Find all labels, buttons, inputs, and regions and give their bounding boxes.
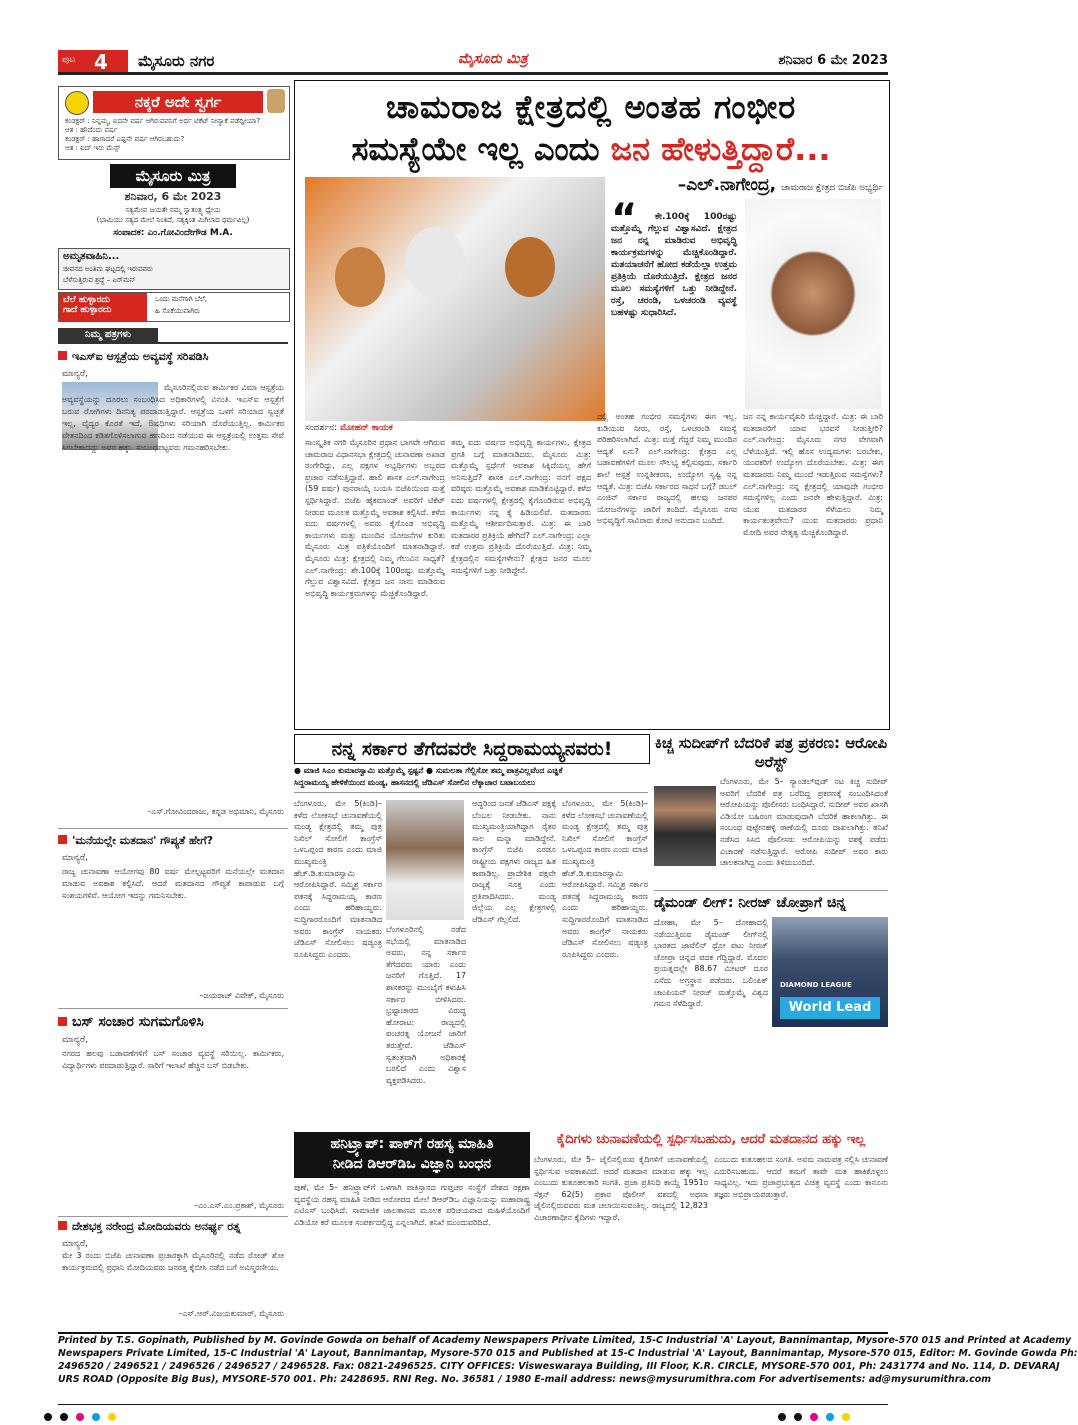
lead-column-1: ಸಾಂಸ್ಕೃತಿಕ ನಗರಿ ಮೈಸೂರಿನ ಪ್ರಧಾನ ಭಾಗವೇ ಆಗಿರುವ ಚಾಮರಾಜ ವಿಧಾನಸಭಾ ಕ್ಷೇತ್ರದಲ್ಲಿ ಚುನಾವಣಾ ಅಖಾಡ ರಂಗೇರಿದ್ದು, ಎಲ್ಲ ಪಕ್ಷಗಳ ಅಭ್ಯರ್ಥಿಗಳು ಅಬ್ಬರದ ಪ್ರಚಾರ ನಡೆಸುತ್ತಿದ್ದಾರೆ. ಹಾಲಿ ಶಾಸಕ ಎಲ್.ನಾಗೇಂದ್ರ (59 ವರ್ಷ) ಪುನರಾಯ್ಕೆ ಬಯಸಿ ಬಿಜೆಪಿಯಿಂದ ಮತ್ತೆ ಸ್ಪರ್ಧಿಸಿದ್ದಾರೆ. ಬಿಜೆಪಿ ಹೈಕಮಾಂಡ್ ಅವರಿಗೆ ಟಿಕೆಟ್ ನೀಡುವ ಮೂಲಕ ಮತ್ತೊಮ್ಮೆ ಅವಕಾಶ ಕಲ್ಪಿಸಿದೆ. ಕಳೆದ ಐದು ವರ್ಷಗಳಲ್ಲಿ ಅವರು ಕೈಗೊಂಡ ಅಭಿವೃದ್ಧಿ ಕಾರ್ಯಗಳು ಮತ್ತು ಮುಂದಿನ ಯೋಜನೆಗಳ ಕುರಿತು ಮೈಸೂರು ಮಿತ್ರ ಪತ್ರಿಕೆಯೊಂದಿಗೆ ಮಾತನಾಡಿದ್ದಾರೆ. ಮೈಸೂರು ಮಿತ್ರ: ಕ್ಷೇತ್ರದಲ್ಲಿ ನಿಮ್ಮ ಗೆಲುವಿನ ಸಾಧ್ಯತೆ? ಎಲ್.ನಾಗೇಂದ್ರ: ಶೇ.100ಕ್ಕೆ 100ರಷ್ಟು ಮತ್ತೊಮ್ಮೆ ಗೆಲ್ಲುವ ವಿಶ್ವಾಸವಿದೆ. ಕ್ಷೇತ್ರದ ಜನ ನಾನು ಮಾಡಿರುವ ಅಭಿವೃದ್ಧಿ ಕಾರ್ಯಕ್ರಮಗಳನ್ನು ಮೆಚ್ಚಿಕೊಂಡಿದ್ದಾರೆ. xyxy=(305,438,445,598)
prisoners-story xyxy=(534,1132,888,1320)
letter-signature: –ಎಂ.ಎಸ್.ಎಂ.ಪ್ರಕಾಶ್, ಮೈಸೂರು xyxy=(194,1201,284,1210)
amrutavahini-text: ಬೆಳೆಸುತ್ತಿರುವ ಶ್ರದ್ಧೆ – ಏರ್‌ಮನ್ xyxy=(63,276,136,284)
neeraj-photo xyxy=(772,917,888,1027)
black-dot-icon xyxy=(60,1413,68,1421)
section-name: ಮೈಸೂರು ನಗರ xyxy=(138,52,215,70)
letter-signature: –ಎಸ್.ಆರ್.ವಿಜಯಕುಮಾರ್, ಮೈಸೂರು xyxy=(178,1309,284,1318)
hdk-headline: ನನ್ನ ಸರ್ಕಾರ ತೆಗೆದವರೇ ಸಿದ್ದರಾಮಯ್ಯನವರು! xyxy=(294,734,650,764)
lead-column-3: ದಲ್ಲಿ ಅಂತಹ ಗಂಭೀರ ಸಮಸ್ಯೆಗಳು ಈಗ ಇಲ್ಲ. ಕುಡಿಯುವ ನೀರು, ರಸ್ತೆ, ಒಳಚರಂಡಿ ಸಮಸ್ಯೆ ಪರಿಹರಿಸಲಾಗಿದೆ. ಮಿತ್ರ: ಮತ್ತೆ ಗೆದ್ದರೆ ನಿಮ್ಮ ಮುಂದಿನ ಆದ್ಯತೆ ಏನು? ಎಲ್.ನಾಗೇಂದ್ರ: ಕ್ಷೇತ್ರದ ಎಲ್ಲ ಬಡಾವಣೆಗಳಿಗೆ ಮೂಲ ಸೌಲಭ್ಯ ಕಲ್ಪಿಸುವುದು, ಸರ್ಕಾರಿ ಶಾಲೆ ಆಸ್ಪತ್ರೆ ಉನ್ನತೀಕರಣ, ಉದ್ಯೋಗ ಸೃಷ್ಟಿ ನನ್ನ ಆದ್ಯತೆ. ಮಿತ್ರ: ಬಿಜೆಪಿ ಸರ್ಕಾರದ ಸಾಧನೆ ಬಗ್ಗೆ? ಡಬಲ್ ಎಂಜಿನ್ ಸರ್ಕಾರ ರಾಜ್ಯದಲ್ಲಿ ಹಲವು ಜನಪರ ಯೋಜನೆಗಳನ್ನು ಜಾರಿಗೆ ತಂದಿದೆ. ಮೈಸೂರು ನಗರ ಅಭಿವೃದ್ಧಿಗೆ ಸಾವಿರಾರು ಕೋಟಿ ಅನುದಾನ ಬಂದಿದೆ. xyxy=(597,412,737,526)
page-number: 4 xyxy=(94,50,108,74)
square-bullet-icon xyxy=(58,351,67,360)
world-lead-banner: World Lead xyxy=(780,997,880,1019)
page-label: ಪುಟ xyxy=(62,55,76,65)
proverb-left-1: ಬೆಲೆ ಹುಳ್ಳಾರದು xyxy=(63,295,110,305)
joke-line: ಆತ : ಐದ್ ಇರು ಮೆನ್ಸ್ xyxy=(65,144,121,152)
hdk-column-4: ಬೆಂಗಳೂರು, ಮೇ 5(ಕಿಂಡಿ)– ಕಳೆದ ಲೋಕಸಭೆ ಚುನಾವಣೆಯಲ್ಲಿ ಮಂಡ್ಯ ಕ್ಷೇತ್ರದಲ್ಲಿ ತಮ್ಮ ಪುತ್ರ ನಿಖಿಲ್ ಸೋಲಿಗೆ ಕಾಂಗ್ರೆಸ್ ಒಳಒಪ್ಪಂದ ಕಾರಣ ಎಂದು ಮಾಜಿ ಮುಖ್ಯಮಂತ್ರಿ ಹೆಚ್.ಡಿ.ಕುಮಾರಸ್ವಾಮಿ ಆರೋಪಿಸಿದ್ದಾರೆ. ಸಮ್ಮಿಶ್ರ ಸರ್ಕಾರ ಪತನಕ್ಕೆ ಸಿದ್ದರಾಮಯ್ಯ ಕಾರಣ ಎಂದು ಹರಿಹಾಯ್ದರು. ಸುದ್ದಿಗಾರರೊಂದಿಗೆ ಮಾತನಾಡಿದ ಅವರು ಕಾಂಗ್ರೆಸ್ ನಾಯಕರು ಜೆಡಿಎಸ್ ಸೋಲಿಸಲು ಷಡ್ಯಂತ್ರ ರೂಪಿಸಿದ್ದರು ಎಂದರು. xyxy=(562,799,648,959)
neeraj-headline: ಡೈಮಂಡ್ ಲೀಗ್: ನೀರಜ್ ಚೋಪ್ರಾಗೆ ಚಿನ್ನ xyxy=(654,895,847,911)
masthead-date: ಶನಿವಾರ, 6 ಮೇ 2023 xyxy=(124,190,222,203)
imprint-line: Newspapers Private Limited, 15-C Industrial 'A' Layout, Bannimantap, Mysore-570 015 and Published at 15-C Industrial 'A' Layout, Bannimantap, Mysore-570 015, Editor: M. Govinde Gowda Ph: xyxy=(58,1348,1078,1359)
magenta-dot-icon xyxy=(810,1413,818,1421)
masthead-sub: (ಭಾಮಿಯು ಸತ್ಯದ ಮೇಲೆ ನಿಂತಿದೆ, ಸತ್ಯಕ್ಕಿಂತ ಮಿಗಿಲಾದ ಧರ್ಮವಿಲ್ಲ) xyxy=(96,216,250,224)
lead-headline-2: ಸಮಸ್ಯೆಯೇ ಇಲ್ಲ ಎಂದು ಜನ ಹೇಳುತ್ತಿದ್ದಾರೆ... xyxy=(351,130,831,168)
black-dot-icon xyxy=(44,1413,52,1421)
yellow-dot-icon xyxy=(842,1413,850,1421)
black-dot-icon xyxy=(794,1413,802,1421)
page-number-box xyxy=(58,50,128,72)
modi-rally-photo xyxy=(305,177,605,421)
letter-signature: –ಎಸ್.ಗೋವಿಂದರಾಜು, ಕನ್ನಡ ಅಭಿಮಾನಿ, ಮೈಸೂರು xyxy=(147,807,284,816)
imprint-line: Printed by T.S. Gopinath, Published by M. Govinde Gowda on behalf of Academy Newspapers Private Limited, 15-C Industrial 'A' Layout, Bannimantap, Mysore-570 015 and Printed at Academy xyxy=(58,1335,1072,1346)
masthead-motto: ಸತ್ಯಮೇವ ಜಯತೇ ನಮ್ಮ ಸ್ವಾತಂತ್ರ್ಯ ಧ್ಯೇಯ xyxy=(125,206,221,214)
registration-marks-right xyxy=(774,1406,854,1425)
square-bullet-icon xyxy=(58,835,67,844)
prisoners-column-2: ಎಂಬುದು ಕುತೂಹಲದ ಸಂಗತಿ. ಅವರು ನಾಮಪತ್ರ ಸಲ್ಲಿಸಿ ಚುನಾವಣೆ ಎದುರಿಸಬಹುದು. ಆದರೆ ತಮಗೆ ತಾವೇ ಮತ ಹಾಕಿಕೊಳ್ಳಲು ಸಾಧ್ಯವಿಲ್ಲ. ಇದು ಪ್ರಜಾಪ್ರಭುತ್ವದ ವಿಚಿತ್ರ ವ್ಯವಸ್ಥೆ ಎಂದು ಕಾನೂನು ತಜ್ಞರು ಅಭಿಪ್ರಾಯಪಡುತ್ತಾರೆ. xyxy=(714,1155,888,1199)
square-bullet-icon xyxy=(58,1221,67,1230)
diamond-league-text: DIAMOND LEAGUE xyxy=(780,981,852,989)
masthead-editor: ಸಂಪಾದಕ: ಎಂ.ಗೋವಿಂದೇಗೌಡ M.A. xyxy=(113,228,233,238)
lead-column-4: ಜನ ನನ್ನ ಕಾರ್ಯವೈಖರಿ ಮೆಚ್ಚಿದ್ದಾರೆ. ಮಿತ್ರ: ಈ ಬಾರಿ ಮತದಾರರಿಗೆ ಯಾವ ಭರವಸೆ ನೀಡುತ್ತೀರಿ? ಎಲ್.ನಾಗೇಂದ್ರ: ಮೈಸೂರು ನಗರ ವೇಗವಾಗಿ ಬೆಳೆಯುತ್ತಿದೆ. ಇಲ್ಲಿ ಹೊಸ ಉದ್ಯಮಗಳು ಬರಬೇಕು, ಯುವಕರಿಗೆ ಉದ್ಯೋಗ ದೊರೆಯಬೇಕು. ಮಿತ್ರ: ಈಗ ಮತದಾರರು ನಿಮ್ಮ ಮುಂದೆ ಇಡುತ್ತಿರುವ ಸಮಸ್ಯೆಗಳು? ಎಲ್.ನಾಗೇಂದ್ರ: ನನ್ನ ಕ್ಷೇತ್ರದಲ್ಲಿ ಯಾವುದೇ ಗಂಭೀರ ಸಮಸ್ಯೆಗಳಿಲ್ಲ ಎಂದು ಜನರೇ ಹೇಳುತ್ತಿದ್ದಾರೆ. ಮಿತ್ರ: ಯುವ ಮತದಾರರ ಸೆಳೆಯಲು ನಿಮ್ಮ ಕಾರ್ಯತಂತ್ರವೇನು? ಯುವ ಮತದಾರರು ಪ್ರಧಾನಿ ಮೋದಿ ಅವರ ನೇತೃತ್ವ ಮೆಚ್ಚಿಕೊಂಡಿದ್ದಾರೆ. xyxy=(743,412,883,537)
kumaraswamy-photo xyxy=(386,800,464,920)
honeytrap-body: ಪುಣೆ, ಮೇ 5– ಹನಿಟ್ರ್ಯಾಪ್‌ಗೆ ಒಳಗಾಗಿ ಪಾಕಿಸ್ತಾನದ ಗುಪ್ತಚರ ಸಂಸ್ಥೆಗೆ ದೇಶದ ರಕ್ಷಣಾ ವ್ಯವಸ್ಥೆಯ ರಹಸ್ಯ ಮಾಹಿತಿ ನೀಡಿದ ಆರೋಪದ ಮೇಲೆ ಡಿಆರ್‌ಡಿಒ ವಿಜ್ಞಾನಿಯನ್ನು ಮಹಾರಾಷ್ಟ್ರ ಎಟಿಎಸ್ ಬಂಧಿಸಿದೆ. ಸಾಮಾಜಿಕ ಜಾಲತಾಣದ ಮೂಲಕ ಪರಿಚಯವಾದ ಮಹಿಳೆಯೊಂದಿಗೆ ವಿಡಿಯೋ ಕರೆ ಮೂಲಕ ಸಂಪರ್ಕದಲ್ಲಿದ್ದ ಎನ್ನಲಾಗಿದೆ. ತನಿಖೆ ಮುಂದುವರಿದಿದೆ. xyxy=(294,1183,530,1227)
nagendra-portrait-photo xyxy=(745,199,881,409)
lead-story xyxy=(294,80,890,730)
yellow-dot-icon xyxy=(108,1413,116,1421)
letters-section xyxy=(58,328,288,1322)
joke-line: ಕಂಡಕ್ಟರ್ : ಹಾಗಾದರೆ ಎಷ್ಟನೇ ವರ್ಷ ಆಗಿರಬಹುದು? xyxy=(65,135,185,143)
prisoners-headline: ಕೈದಿಗಳು ಚುನಾವಣೆಯಲ್ಲಿ ಸ್ಪರ್ಧಿಸಬಹುದು, ಆದರೆ ಮತದಾನದ ಹಕ್ಕು ಇಲ್ಲ xyxy=(556,1132,866,1147)
nakkare-title: ನಕ್ಕರೆ ಅದೇ ಸ್ವರ್ಗ xyxy=(93,91,263,113)
masthead-name: ಮೈಸೂರು ಮಿತ್ರ xyxy=(110,164,236,188)
lead-quote: ಕೇ.100ಕ್ಕೆ 100ರಷ್ಟು ಮತ್ತೊಮ್ಮೆ ಗೆಲ್ಲುವ ವಿಶ್ವಾಸವಿದೆ. ಕ್ಷೇತ್ರದ ಜನ ನನ್ನ ಮಾಡಿರುವ ಅಭಿವೃದ್ಧಿ ಕಾರ್ಯಕ್ರಮಗಳನ್ನು ಮೆಚ್ಚಿಕೊಂಡಿದ್ದಾರೆ. ಮತಯಾಚನೆಗೆ ಹೋದ ಕಡೆಯೆಲ್ಲಾ ಉತ್ತಮ ಪ್ರತಿಕ್ರಿಯೆ ದೊರೆಯುತ್ತಿದೆ. ಕ್ಷೇತ್ರದ ಜನರ ಮೂಲ ಸಮಸ್ಯೆಗಳಿಗೆ ಒತ್ತು ನೀಡಿದ್ದೇನೆ. ರಸ್ತೆ, ಚರಂಡಿ, ಒಳಚರಂಡಿ ವ್ಯವಸ್ಥೆ ಬಹಳಷ್ಟು ಸುಧಾರಿಸಿದೆ. xyxy=(611,212,737,318)
honeytrap-headline: ಹನಿಟ್ರ್ಯಾಪ್: ಪಾಕ್‌ಗೆ ರಹಸ್ಯ ಮಾಹಿತಿ ನೀಡಿದ ಡಿಆರ್‌ಡಿಒ ವಿಜ್ಞಾನಿ ಬಂಧನ xyxy=(294,1132,530,1178)
cyan-dot-icon xyxy=(92,1413,100,1421)
neeraj-body: ದೋಹಾ, ಮೇ 5– ದೋಹಾದಲ್ಲಿ ನಡೆಯುತ್ತಿರುವ ಡೈಮಂಡ್ ಲೀಗ್‌ನಲ್ಲಿ ಭಾರತದ ಜಾವೆಲಿನ್ ಥ್ರೋ ಪಟು ನೀರಜ್ ಚೋಪ್ರಾ ಚಿನ್ನದ ಪದಕ ಗೆದ್ದಿದ್ದಾರೆ. ಮೊದಲ ಪ್ರಯತ್ನದಲ್ಲೇ 88.67 ಮೀಟರ್ ದೂರ ಎಸೆದು ಅಗ್ರಸ್ಥಾನ ಪಡೆದರು. ಒಲಿಂಪಿಕ್ ಚಾಂಪಿಯನ್ ನೀರಜ್ ಮತ್ತೊಮ್ಮೆ ವಿಶ್ವದ ಗಮನ ಸೆಳೆದಿದ್ದಾರೆ. xyxy=(654,918,768,1009)
square-bullet-icon xyxy=(58,1017,67,1026)
laughing-face-icon xyxy=(65,91,89,115)
amrutavahini-text: ಜೀವನದ ಅಂತಿಮ ಘಟ್ಟದಲ್ಲಿ ಇರುವವರು xyxy=(63,265,153,273)
letter-salute: ಮಾನ್ಯರೆ, xyxy=(62,1239,88,1249)
letter-signature: –ಜಯರಾಜ್ ವಿವೇಕ್, ಮೈಸೂರು xyxy=(199,991,284,1000)
letter-title: ದೇಶಭಕ್ತ ನರೇಂದ್ರ ಮೋದಿಯವರು ಅನರ್ಘ್ಯ ರತ್ನ xyxy=(58,1220,288,1234)
proverb-left-2: ಗಾದೆ ಹುಳ್ಳಾರದು xyxy=(63,305,112,315)
proverb-right-1: ಒಂದು ಮನೆಗಾಗಿ ಬೆಲೆ, xyxy=(155,295,208,303)
letter-title: ಬಸ್ ಸಂಚಾರ ಸುಗಮಗೊಳಿಸಿ xyxy=(58,1014,288,1030)
letter-title: 'ಮನೆಯಲ್ಲೇ ಮತದಾನ' ಗೌಪ್ಯತೆ ಹೇಗೆ? xyxy=(58,834,288,848)
prisoners-column-1: ಬೆಂಗಳೂರು, ಮೇ 5– ಜೈಲಿನಲ್ಲಿರುವ ಕೈದಿಗಳಿಗೆ ಚುನಾವಣೆಯಲ್ಲಿ ಸ್ಪರ್ಧಿಸುವ ಅವಕಾಶವಿದೆ. ಆದರೆ ಮತದಾನ ಮಾಡುವ ಹಕ್ಕು ಇಲ್ಲ ಎಂಬುದು ಕುತೂಹಲಕಾರಿ ಸಂಗತಿ. ಪ್ರಜಾ ಪ್ರತಿನಿಧಿ ಕಾಯ್ದೆ 1951ರ ಸೆಕ್ಷನ್ 62(5) ಪ್ರಕಾರ ಪೊಲೀಸ್ ವಶದಲ್ಲಿ ಅಥವಾ ಜೈಲಿನಲ್ಲಿರುವವರು ಮತ ಚಲಾಯಿಸುವಂತಿಲ್ಲ. ರಾಜ್ಯದಲ್ಲಿ 12,823 ವಿಚಾರಣಾಧೀನ ಕೈದಿಗಳು ಇದ್ದಾರೆ. xyxy=(534,1155,708,1222)
masthead-box xyxy=(58,162,288,244)
joke-line: ಕಂಡಕ್ಟರ್ : ನಿನ್ನಮ್ಮ, ಐದನೇ ವರ್ಷ ಆಗಿರುವವನಿಗೆ ಅರ್ಧ ಟಿಕೆಟ್ ನೀನ್ಯಾಕೆ ಪಡೆದ್ದೀಯಾ? xyxy=(65,117,261,125)
hdk-subhead-2: ಸಿದ್ದರಾಮಯ್ಯ ಹೇಳಿಕೆಯಿಂದ ಮಂಡ್ಯ, ಹಾಸನದಲ್ಲಿ ಜೆಡಿಎಸ್ ಸೋಲಿನ ಲೆಕ್ಕಾಚಾರ ಬಟಾಬಯಲು xyxy=(294,778,536,787)
proverb-right-2: ಹಿ ಸೊಕೆಯುವಾಗಿರು xyxy=(155,307,201,315)
amrutavahini-title: ಅಮೃತವಾಹಿನಿ... xyxy=(63,251,120,262)
sudeep-headline: ಕಿಚ್ಚ ಸುದೀಪ್‌ಗೆ ಬೆದರಿಕೆ ಪತ್ರ ಪ್ರಕರಣ: ಆರೋಪಿ ಅರೆಸ್ಟ್ xyxy=(654,734,888,771)
cyan-dot-icon xyxy=(826,1413,834,1421)
sudeep-body: ಬೆಂಗಳೂರು, ಮೇ 5– ಸ್ಯಾಂಡಲ್‌ವುಡ್ ನಟ ಕಿಚ್ಚ ಸುದೀಪ್ ಅವರಿಗೆ ಬೆದರಿಕೆ ಪತ್ರ ಬರೆದಿದ್ದ ಪ್ರಕರಣಕ್ಕೆ ಸಂಬಂಧಿಸಿದಂತೆ ಆರೋಪಿಯನ್ನು ಪೊಲೀಸರು ಬಂಧಿಸಿದ್ದಾರೆ. ಸುದೀಪ್ ಅವರ ಖಾಸಗಿ ವಿಡಿಯೋ ಬಹಿರಂಗ ಮಾಡುವುದಾಗಿ ಬೆದರಿಕೆ ಹಾಕಲಾಗಿತ್ತು. ಈ ಸಂಬಂಧ ಪುಟ್ಟೇನಹಳ್ಳಿ ಠಾಣೆಯಲ್ಲಿ ದೂರು ದಾಖಲಾಗಿತ್ತು. ತನಿಖೆ ನಡೆಸಿದ ಸಿಸಿಬಿ ಪೊಲೀಸರು ಆರೋಪಿಯನ್ನು ವಶಕ್ಕೆ ಪಡೆದು ವಿಚಾರಣೆ ನಡೆಸುತ್ತಿದ್ದಾರೆ. ಆರೋಪಿ ಸುದೀಪ್ ಅವರ ಕಾರು ಚಾಲಕನಾಗಿದ್ದ ಎಂದು ತಿಳಿದುಬಂದಿದೆ. xyxy=(720,777,888,868)
joke-line: ಆತ : ಹೌದೆಂದು ವರ್ಷ xyxy=(65,126,118,134)
hdk-column-2: ಬೆಂಗಳೂರಿನಲ್ಲಿ ನಡೆದ ಸಭೆಯಲ್ಲಿ ಮಾತನಾಡಿದ ಅವರು, ನನ್ನ ಸರ್ಕಾರ ತೆಗೆದವರು ಯಾರು ಎಂದು ಜನರಿಗೆ ಗೊತ್ತಿದೆ. 17 ಶಾಸಕರನ್ನು ಮುಂಬೈಗೆ ಕಳುಹಿಸಿ ಸರ್ಕಾರ ಬೀಳಿಸಿದರು. ಭ್ರಷ್ಟಾಚಾರದ ವಿರುದ್ಧ ಹೋರಾಟ: ರಾಜ್ಯದಲ್ಲಿ ಪಂಚರತ್ನ ಯೋಜನೆ ಜಾರಿಗೆ ತರುತ್ತೇವೆ. ಜೆಡಿಎಸ್ ಸ್ವತಂತ್ರವಾಗಿ ಅಧಿಕಾರಕ್ಕೆ ಬರಲಿದೆ ಎಂದು ವಿಶ್ವಾಸ ವ್ಯಕ್ತಪಡಿಸಿದರು. xyxy=(386,925,466,1085)
letter-body: ಮೈಸೂರಿನಲ್ಲಿರುವ ಕಾರ್ಮಿಕರ ವಿಮಾ ಆಸ್ಪತ್ರೆಯ ಅವ್ಯವಸ್ಥೆಯನ್ನು ದೂರಲು ಸಂಬಂಧಿಸಿದ ಅಧಿಕಾರಿಗಳಲ್ಲಿ ವಿನಂತಿ. ಇಎಸ್ಐ ಆಸ್ಪತ್ರೆಗೆ ಬರುವ ರೋಗಿಗಳು ದಿನನಿತ್ಯ ಪರದಾಡುತ್ತಿದ್ದಾರೆ. ಆಸ್ಪತ್ರೆಯ ಒಳಗೆ ಸರಿಯಾದ ಸ್ವಚ್ಛತೆ ಇಲ್ಲ, ವೈದ್ಯರ ಕೊರತೆ ಇದೆ, ಔಷಧಿಗಳು ಸರಿಯಾಗಿ ದೊರೆಯುತ್ತಿಲ್ಲ. ಕಾರ್ಮಿಕರ ವೇತನದಿಂದ ಕಡಿತಗೊಳಿಸಲಾಗುವ ಹಣದಿಂದ ನಡೆಯುವ ಈ ಆಸ್ಪತ್ರೆಯಲ್ಲಿ ಉತ್ತಮ ಸೇವೆ ಸಿಗಬೇಕಾದದ್ದು ಅವರ ಹಕ್ಕು. ಸಂಬಂಧಪಟ್ಟವರು ಗಮನಹರಿಸಬೇಕು. xyxy=(62,383,284,452)
imprint-footer xyxy=(58,1332,1078,1405)
photo-caption: ಸಂದರ್ಶನ: ಮೋಹನ್ ಕಾಯಕ xyxy=(305,423,393,433)
page-header xyxy=(58,50,888,75)
lead-column-2: ತಮ್ಮ ಐದು ವರ್ಷದ ಅಭಿವೃದ್ಧಿ ಕಾರ್ಯಗಳು, ಕ್ಷೇತ್ರದ ಪ್ರಗತಿ ಬಗ್ಗೆ ಮಾತನಾಡಿದರು. ಮೈಸೂರು ಮಿತ್ರ: ಮತ್ತೊಮ್ಮೆ ಸ್ಪರ್ಧೆಗೆ ಅವಕಾಶ ಸಿಕ್ಕಿದೆಯಲ್ಲ ಹೇಗೆ ಅನಿಸುತ್ತಿದೆ? ಶಾಸಕ ಎಲ್.ನಾಗೇಂದ್ರ: ನನಗೆ ಪಕ್ಷದ ವರಿಷ್ಠರು ಮತ್ತೊಮ್ಮೆ ಅವಕಾಶ ಮಾಡಿಕೊಟ್ಟಿದ್ದಾರೆ. ಕಳೆದ ಐದು ವರ್ಷಗಳಲ್ಲಿ ಕ್ಷೇತ್ರದಲ್ಲಿ ಕೈಗೊಂಡಿರುವ ಅಭಿವೃದ್ಧಿ ಕಾರ್ಯಗಳು ನನ್ನ ಕೈ ಹಿಡಿಯಲಿವೆ. ಮತದಾರರು ಮತ್ತೊಮ್ಮೆ ಆಶೀರ್ವದಿಸುತ್ತಾರೆ. ಮಿತ್ರ: ಈ ಬಾರಿ ಮತದಾರರ ಪ್ರತಿಕ್ರಿಯೆ ಹೇಗಿದೆ? ಎಲ್.ನಾಗೇಂದ್ರ: ಎಲ್ಲಾ ಕಡೆ ಉತ್ತಮ ಪ್ರತಿಕ್ರಿಯೆ ದೊರೆಯುತ್ತಿದೆ. ಮಿತ್ರ: ನಿಮ್ಮ ಕ್ಷೇತ್ರದಲ್ಲಿನ ಸಮಸ್ಯೆಗಳೇನು? ಕ್ಷೇತ್ರದ ಜನರ ಮೂಲ ಸಮಸ್ಯೆಗಳಿಗೆ ಒತ್ತು ನೀಡಿದ್ದೇನೆ. xyxy=(451,438,591,575)
imprint-line: URS ROAD (Opposite Big Bus), MYSORE-570 001. Ph: 2428695. RNI Reg. No. 36581 / 1980 E-mail address: news@mysurumithra.com For advertisements: ad@mysurumithra.com xyxy=(58,1374,991,1385)
neeraj-story xyxy=(654,890,888,1099)
sudeep-story xyxy=(654,734,888,890)
amrutavahini-box xyxy=(58,248,290,290)
letter-body: ನಗರದ ಹಲವು ಬಡಾವಣೆಗಳಿಗೆ ಬಸ್ ಸಂಚಾರ ವ್ಯವಸ್ಥೆ ಸರಿಯಿಲ್ಲ. ಕಾರ್ಮಿಕರು, ವಿದ್ಯಾರ್ಥಿಗಳು ಪರದಾಡುತ್ತಿದ್ದಾರೆ. ಸಾರಿಗೆ ಇಲಾಖೆ ಹೆಚ್ಚಿನ ಬಸ್ ಬಿಡಬೇಕು. xyxy=(62,1049,284,1070)
hdk-column-1: ಬೆಂಗಳೂರು, ಮೇ 5(ಕಿಂಡಿ)– ಕಳೆದ ಲೋಕಸಭೆ ಚುನಾವಣೆಯಲ್ಲಿ ಮಂಡ್ಯ ಕ್ಷೇತ್ರದಲ್ಲಿ ತಮ್ಮ ಪುತ್ರ ನಿಖಿಲ್ ಸೋಲಿಗೆ ಕಾಂಗ್ರೆಸ್ ಒಳಒಪ್ಪಂದ ಕಾರಣ ಎಂದು ಮಾಜಿ ಮುಖ್ಯಮಂತ್ರಿ ಹೆಚ್.ಡಿ.ಕುಮಾರಸ್ವಾಮಿ ಆರೋಪಿಸಿದ್ದಾರೆ. ಸಮ್ಮಿಶ್ರ ಸರ್ಕಾರ ಪತನಕ್ಕೆ ಸಿದ್ದರಾಮಯ್ಯ ಕಾರಣ ಎಂದು ಹರಿಹಾಯ್ದರು. ಸುದ್ದಿಗಾರರೊಂದಿಗೆ ಮಾತನಾಡಿದ ಅವರು ಕಾಂಗ್ರೆಸ್ ನಾಯಕರು ಜೆಡಿಎಸ್ ಸೋಲಿಸಲು ಷಡ್ಯಂತ್ರ ರೂಪಿಸಿದ್ದರು ಎಂದರು. xyxy=(294,799,382,959)
lead-headline-1: ಚಾಮರಾಜ ಕ್ಷೇತ್ರದಲ್ಲಿ ಅಂತಹ ಗಂಭೀರ xyxy=(385,88,797,126)
cartoon-man-icon xyxy=(267,89,285,113)
letters-tag: ನಿಮ್ಮ ಪತ್ರಗಳು xyxy=(58,328,158,342)
lead-byline: –ಎಲ್.ನಾಗೇಂದ್ರ, ಚಾಮರಾಜ ಕ್ಷೇತ್ರದ ಬಿಜೆಪಿ ಅಭ್ಯರ್ಥಿ xyxy=(677,175,883,195)
honeytrap-story xyxy=(294,1132,530,1320)
letter-salute: ಮಾನ್ಯರೆ, xyxy=(62,369,88,379)
letter-body: ಮೇ 3 ರಂದು ಬಿಜೆಪಿ ಚುನಾವಣಾ ಪ್ರಚಾರಕ್ಕಾಗಿ ಮೈಸೂರಿನಲ್ಲಿ ನಡೆದ ರೋಡ್ ಶೋ ಕಾರ್ಯಕ್ರಮದಲ್ಲಿ ಪ್ರಧಾನಿ ಮೋದಿಯವರು ಜನರತ್ತ ಕೈಬೀಸಿ ನಡೆದ ಬಗೆ ಅವಿಸ್ಮರಣೀಯ. xyxy=(62,1251,284,1272)
letter-salute: ಮಾನ್ಯರೆ, xyxy=(62,853,88,863)
imprint-line: 2496520 / 2496521 / 2496526 / 2496527 / 2496528. Fax: 0821-2496525. CITY OFFICES: Visweswaraya Building, III Floor, K.R. CIRCLE, MYSORE-570 001, Ph: 2431774 and No. 114, D. DEVARAJ xyxy=(58,1361,1060,1372)
quote-open-icon: “ xyxy=(611,196,638,242)
letter-body: ರಾಜ್ಯ ಚುನಾವಣಾ ಆಯೋಗವು 80 ವರ್ಷ ಮೇಲ್ಪಟ್ಟವರಿಗೆ ಮನೆಯಲ್ಲೇ ಮತದಾನ ಮಾಡುವ ಅವಕಾಶ ಕಲ್ಪಿಸಿದೆ. ಆದರೆ ಮತದಾನದ ಗೌಪ್ಯತೆ ಕಾಪಾಡುವ ಬಗ್ಗೆ ಸಂಶಯಗಳಿವೆ. ಆಯೋಗ ಇದನ್ನು ಗಮನಿಸಬೇಕು. xyxy=(62,867,284,900)
magenta-dot-icon xyxy=(76,1413,84,1421)
masthead-logo: ಮೈಸೂರು ಮಿತ್ರ xyxy=(458,51,528,67)
proverb-box xyxy=(58,292,290,322)
hdk-column-3: ಆದ್ದರಿಂದ ಜನತೆ ಜೆಡಿಎಸ್ ಪಕ್ಷಕ್ಕೆ ಬೆಂಬಲ ನೀಡಬೇಕು. ನಾನು ಮುಖ್ಯಮಂತ್ರಿಯಾಗಿದ್ದಾಗ ರೈತರ ಸಾಲ ಮನ್ನಾ ಮಾಡಿದ್ದೇನೆ. ಕಾಂಗ್ರೆಸ್ ಬಿಜೆಪಿ ಎರಡೂ ರಾಷ್ಟ್ರೀಯ ಪಕ್ಷಗಳು ರಾಜ್ಯದ ಹಿತ ಕಾಪಾಡಿಲ್ಲ. ಪ್ರಾದೇಶಿಕ ಪಕ್ಷವೇ ರಾಜ್ಯಕ್ಕೆ ಸೂಕ್ತ ಎಂದು ಪ್ರತಿಪಾದಿಸಿದರು. ಮಂಡ್ಯ ಜಿಲ್ಲೆಯ ಎಲ್ಲ ಕ್ಷೇತ್ರಗಳಲ್ಲಿ ಜೆಡಿಎಸ್ ಗೆಲ್ಲಲಿದೆ. xyxy=(472,799,556,924)
registration-marks-left xyxy=(40,1406,120,1425)
black-dot-icon xyxy=(778,1413,786,1421)
letter-salute: ಮಾನ್ಯರೆ, xyxy=(62,1035,88,1045)
hdk-subhead-1: ● ಮಾಜಿ ಸಿಎಂ ಕುಮಾರಸ್ವಾಮಿ ಮತ್ತೊಮ್ಮೆ ಸ್ಪಷ್ಟನೆ ● ಸುಮಲತಾ ಗೆಲ್ಲಿಸೋ ತಮ್ಮ ಪಾತ್ರವಿಲ್ಲವೆಂದ ಎಚ್ಡಿಕೆ xyxy=(294,766,563,775)
letter-title: ಇಎಸ್ಐ ಆಸ್ಪತ್ರೆಯ ಅವ್ಯವಸ್ಥೆ ಸರಿಪಡಿಸಿ xyxy=(58,350,288,364)
nakkare-box xyxy=(58,86,290,160)
page-date: ಶನಿವಾರ 6 ಮೇ 2023 xyxy=(778,53,888,68)
